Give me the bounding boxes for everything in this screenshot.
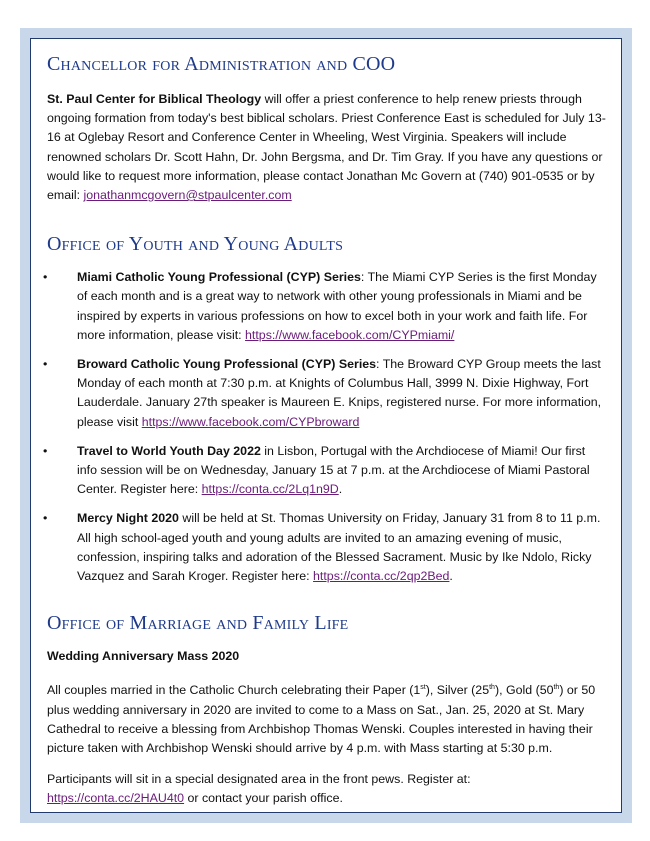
bullet-icon: • bbox=[43, 357, 48, 372]
item-title: Miami Catholic Young Professional (CYP) Series bbox=[77, 270, 361, 285]
ordinal-sup: th bbox=[489, 684, 495, 692]
chancellor-section bbox=[47, 53, 607, 205]
item-link[interactable]: https://www.facebook.com/CYPbroward bbox=[141, 414, 360, 429]
item-after: . bbox=[449, 569, 453, 584]
item-text: in Lisbon, Portugal with the Archdiocese of Miami! Our first info session will be on Wednesday, January 15 at 7 p.m. at the Archdiocese of Miami Pastoral Center. Register here: bbox=[77, 443, 590, 497]
youth-heading: Office of Youth and Young Adults bbox=[47, 233, 344, 256]
item-title: Broward Catholic Young Professional (CYP) Series bbox=[77, 357, 377, 372]
bullet-icon: • bbox=[43, 511, 48, 526]
content-box bbox=[30, 38, 622, 813]
item-text: : The Miami CYP Series is the first Monday of each month and is a great way to network with other young professionals in Miami and be inspired by experts in various professions on how to excel both in your work and faith life. For more information, please visit: bbox=[77, 270, 597, 342]
page-frame bbox=[20, 28, 632, 823]
item-after: . bbox=[338, 482, 343, 497]
list-item bbox=[43, 355, 607, 432]
bullet-icon: • bbox=[43, 443, 48, 458]
item-text: : The Broward CYP Group meets the last Monday of each month at 7:30 p.m. at Knights of Columbus Hall, 3999 N. Dixie Highway, Fort Lauderdale. January 27th speaker is Maureen E. Knips, registered nurse. For more information, please visit bbox=[77, 357, 602, 429]
chancellor-heading: Chancellor for Administration and COO bbox=[47, 53, 396, 75]
p1-part-b: ), Silver (25 bbox=[425, 683, 490, 698]
p1-part-a: All couples married in the Catholic Church celebrating their Paper (1 bbox=[47, 683, 421, 698]
chancellor-email-link[interactable]: jonathanmcgovern@stpaulcenter.com bbox=[83, 188, 292, 203]
item-title: Travel to World Youth Day 2022 bbox=[77, 443, 261, 458]
youth-list bbox=[43, 268, 607, 586]
marriage-heading: Office of Marriage and Family Life bbox=[47, 612, 349, 635]
list-item bbox=[43, 509, 607, 586]
marriage-paragraph-2 bbox=[47, 770, 607, 808]
marriage-section bbox=[47, 612, 607, 808]
item-title: Mercy Night 2020 bbox=[77, 511, 179, 526]
p1-part-d: ) or 50 plus wedding anniversary in 2020 are invited to come to a Mass on Sat., Jan. 25, 2020 at St. Mary Cathedral to receive a blessing from Archbishop Thomas Wenski. Couples interested in having their picture taken with Archbishop Wenski should arrive by 4 p.m. with Mass starting at 5:30 p.m. bbox=[47, 683, 596, 755]
ordinal-sup: st bbox=[420, 684, 426, 692]
p2-part-b: or contact your parish office. bbox=[184, 791, 343, 806]
item-text: will be held at St. Thomas University on Friday, January 31 from 8 to 11 p.m. All high school-aged youth and young adults are invited to an amazing evening of music, confession, inspiring talks and adoration of the Blessed Sacrament. Music by Ike Ndolo, Ricky Vazquez and Sarah Kroger. Register here: bbox=[77, 511, 601, 584]
item-link[interactable]: https://conta.cc/2qp2Bed bbox=[313, 569, 450, 584]
list-item bbox=[43, 268, 607, 345]
chancellor-paragraph bbox=[47, 90, 607, 205]
newsletter-content bbox=[43, 53, 607, 809]
chancellor-text: will offer a priest conference to help renew priests through ongoing formation from today's best biblical scholars. Priest Conference East is scheduled for July 13-16 at Oglebay Resort and Conference Center in Wheeling, West Virginia. Speakers will include renowned scholars Dr. Scott Hahn, Dr. John Bergsma, and Dr. Tim Gray. If you have any questions or would like to request more information, please contact Jonathan Mc Govern at (740) 901-0535 or by email: bbox=[47, 92, 606, 203]
item-link[interactable]: https://www.facebook.com/CYPmiami/ bbox=[245, 327, 455, 342]
chancellor-org: St. Paul Center for Biblical Theology bbox=[47, 92, 262, 106]
marriage-paragraph-1 bbox=[47, 678, 607, 758]
youth-section bbox=[43, 233, 607, 586]
ordinal-sup: th bbox=[553, 684, 560, 692]
p1-part-c: ), Gold (50 bbox=[494, 683, 554, 698]
list-item bbox=[43, 442, 607, 500]
item-link[interactable]: https://conta.cc/2Lq1n9D bbox=[201, 482, 339, 497]
bullet-icon: • bbox=[43, 270, 48, 285]
p2-part-a: Participants will sit in a special designated area in the front pews. Register at: bbox=[47, 772, 471, 787]
register-link[interactable]: https://conta.cc/2HAU4t0 bbox=[47, 791, 185, 806]
marriage-subhead: Wedding Anniversary Mass 2020 bbox=[47, 649, 240, 664]
